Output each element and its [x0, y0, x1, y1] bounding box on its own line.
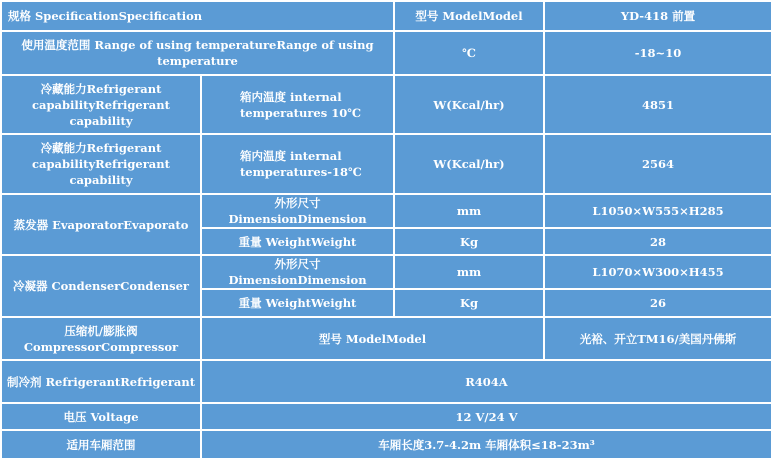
capacity-neg18-unit: W(Kcal/hr): [394, 134, 544, 194]
capacity-neg18-value: 2564: [544, 134, 771, 194]
temp-range-value: -18~10: [544, 31, 771, 75]
capacity-10-sub: 箱内温度 internal temperatures 10℃: [201, 75, 394, 134]
capacity-neg18-sub: 箱内温度 internal temperatures-18℃: [201, 134, 394, 194]
condenser-dimension-unit: mm: [394, 255, 544, 289]
vehicle-value: 车厢长度3.7-4.2m 车厢体积≤18-23m³: [201, 430, 771, 459]
compressor-value: 光裕、开立TM16/美国丹佛斯: [544, 317, 771, 360]
condenser-weight-label: 重量 WeightWeight: [201, 289, 394, 317]
header-model: 型号 ModelModel: [394, 1, 544, 31]
capacity-10-row: [1, 75, 771, 134]
evaporator-dimension-unit: mm: [394, 194, 544, 228]
evaporator-dimension-value: L1050×W555×H285: [544, 194, 771, 228]
capacity-neg18-row: [1, 134, 771, 194]
condenser-dimension-value: L1070×W300×H455: [544, 255, 771, 289]
evaporator-dimension-label: 外形尺寸 DimensionDimension: [201, 194, 394, 228]
evaporator-weight-unit: Kg: [394, 228, 544, 255]
capacity-10-unit: W(Kcal/hr): [394, 75, 544, 134]
capacity-10-value: 4851: [544, 75, 771, 134]
condenser-weight-unit: Kg: [394, 289, 544, 317]
condenser-label: 冷凝器 CondenserCondenser: [1, 255, 201, 317]
compressor-label: 压缩机/膨胀阀 CompressorCompressor: [1, 317, 201, 360]
condenser-weight-value: 26: [544, 289, 771, 317]
refrigerant-value: R404A: [201, 360, 771, 403]
compressor-model-label: 型号 ModelModel: [201, 317, 544, 360]
temp-range-label: 使用温度范围 Range of using temperatureRange of using temperature: [1, 31, 394, 75]
refrigerant-row: [1, 360, 771, 403]
header-row: [1, 1, 771, 31]
voltage-value: 12 V/24 V: [201, 403, 771, 430]
compressor-row: [1, 317, 771, 360]
condenser-dimension-label: 外形尺寸 DimensionDimension: [201, 255, 394, 289]
refrigerant-label: 制冷剂 RefrigerantRefrigerant: [1, 360, 201, 403]
evaporator-dimension-row: [1, 194, 771, 228]
evaporator-label: 蒸发器 EvaporatorEvaporato: [1, 194, 201, 255]
vehicle-row: [1, 430, 771, 459]
capacity-neg18-label: 冷藏能力Refrigerant capabilityRefrigerant capability: [1, 134, 201, 194]
evaporator-weight-label: 重量 WeightWeight: [201, 228, 394, 255]
temp-range-row: [1, 31, 771, 75]
temp-range-unit: ℃: [394, 31, 544, 75]
voltage-label: 电压 Voltage: [1, 403, 201, 430]
condenser-dimension-row: [1, 255, 771, 289]
voltage-row: [1, 403, 771, 430]
capacity-10-label: 冷藏能力Refrigerant capabilityRefrigerant capability: [1, 75, 201, 134]
vehicle-label: 适用车厢范围: [1, 430, 201, 459]
header-product: YD-418 前置: [544, 1, 771, 31]
evaporator-weight-value: 28: [544, 228, 771, 255]
header-spec: 规格 SpecificationSpecification: [1, 1, 394, 31]
